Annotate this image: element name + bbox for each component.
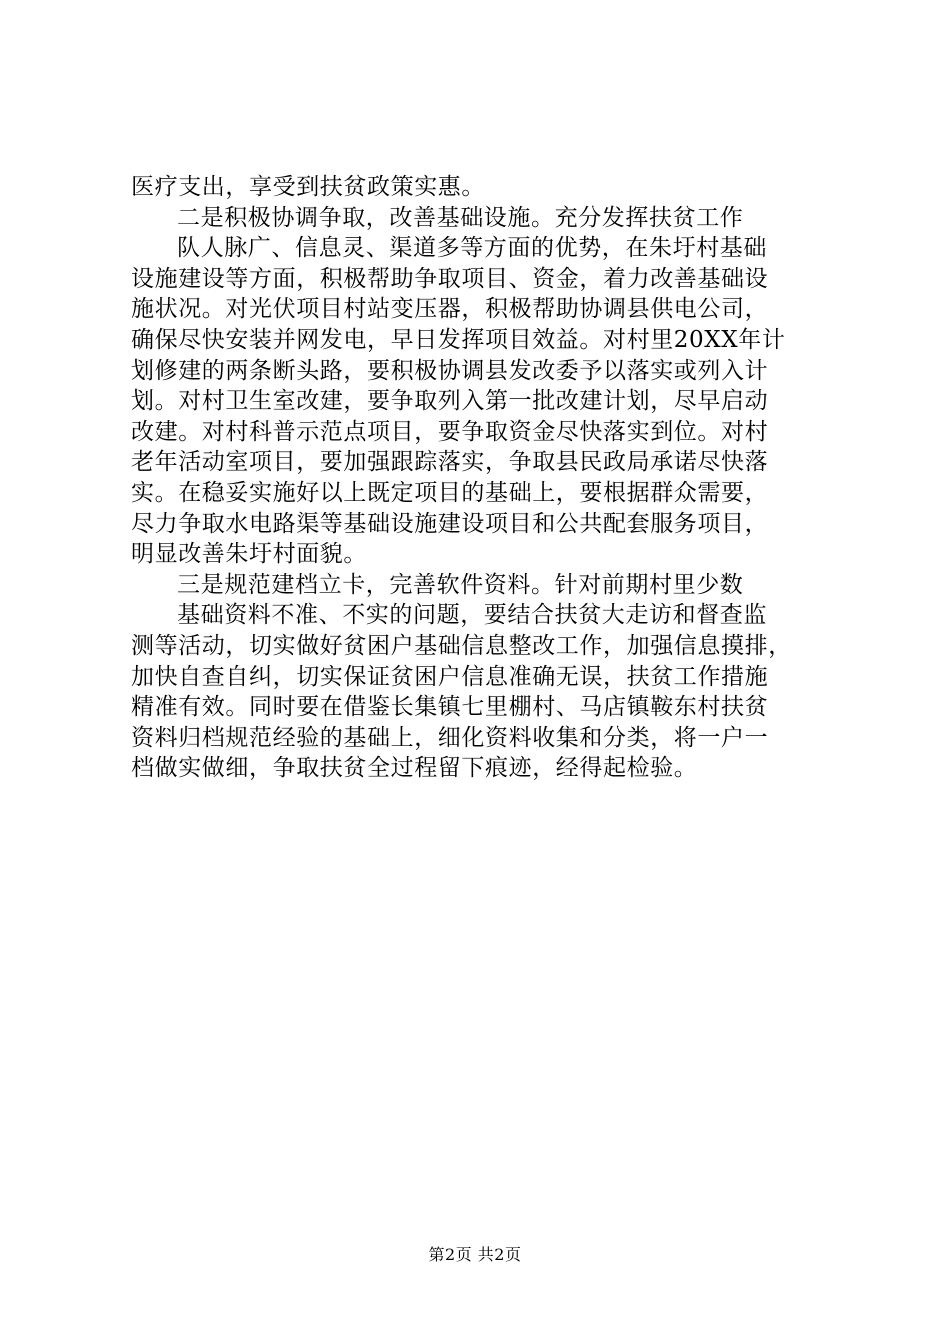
text-line: 改建。对村科普示范点项目，要争取资金尽快落实到位。对村 [131, 418, 769, 445]
text-line: 队人脉广、信息灵、渠道多等方面的优势，在朱圩村基础 [177, 235, 767, 262]
text-line: 加快自查自纠，切实保证贫困户信息准确无误，扶贫工作措施 [131, 663, 769, 690]
page-number-footer: 第2页 共2页 [428, 1245, 522, 1264]
document-body [131, 172, 831, 784]
text-line: 三是规范建档立卡，完善软件资料。针对前期村里少数 [177, 571, 744, 598]
text-line: 二是积极协调争取，改善基础设施。充分发挥扶贫工作 [177, 204, 744, 231]
text-line: 确保尽快安装并网发电，早日发挥项目效益。对村里20XX年计 [131, 326, 786, 353]
text-line: 档做实做细，争取扶贫全过程留下痕迹，经得起检验。 [131, 755, 698, 782]
text-line: 尽力争取水电路渠等基础设施建设项目和公共配套服务项目， [131, 510, 769, 537]
text-line: 基础资料不准、不实的问题，要结合扶贫大走访和督查监 [177, 602, 767, 629]
text-line: 老年活动室项目，要加强跟踪落实，争取县民政局承诺尽快落 [131, 449, 769, 476]
text-line: 测等活动，切实做好贫困户基础信息整改工作，加强信息摸排， [131, 632, 792, 659]
text-line: 设施建设等方面，积极帮助争取项目、资金，着力改善基础设 [131, 265, 769, 292]
text-line: 资料归档规范经验的基础上，细化资料收集和分类，将一户一 [131, 724, 769, 751]
text-line: 医疗支出，享受到扶贫政策实惠。 [131, 174, 485, 200]
text-line: 施状况。对光伏项目村站变压器，积极帮助协调县供电公司， [131, 296, 769, 323]
text-line: 实。在稳妥实施好以上既定项目的基础上，要根据群众需要， [131, 479, 769, 506]
text-line: 精准有效。同时要在借鉴长集镇七里棚村、马店镇鞍东村扶贫 [131, 694, 769, 721]
text-line: 明显改善朱圩村面貌。 [131, 541, 367, 568]
text-line: 划修建的两条断头路，要积极协调县发改委予以落实或列入计 [131, 357, 769, 384]
text-line: 划。对村卫生室改建，要争取列入第一批改建计划，尽早启动 [131, 388, 769, 415]
